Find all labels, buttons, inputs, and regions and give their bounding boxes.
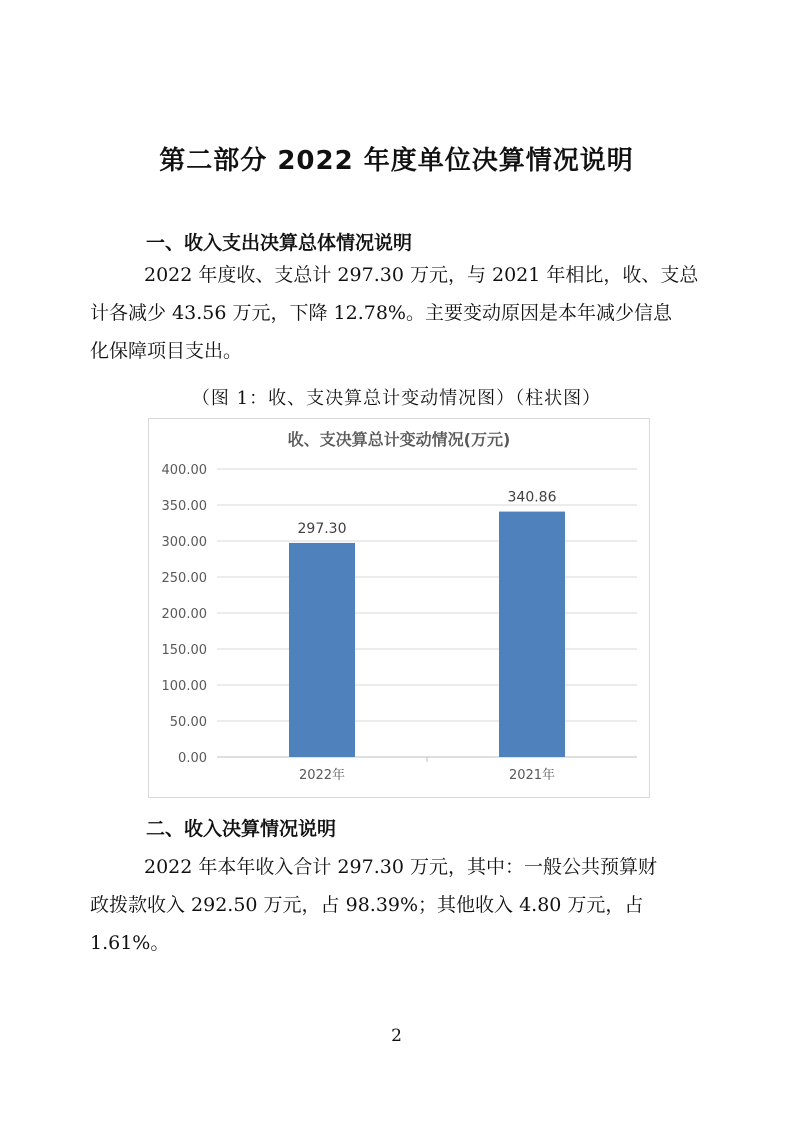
y-tick-label: 350.00 [161,499,207,514]
y-tick-label: 400.00 [161,463,207,478]
page-number: 2 [391,1026,402,1046]
bar-chart [148,418,650,798]
section1-line: 2022 年度收、支总计 297.30 万元，与 2021 年相比，收、支总 [144,264,699,286]
data-label: 297.30 [297,520,347,537]
y-tick-label: 0.00 [178,751,207,766]
section2-line: 1.61%。 [90,932,170,954]
bar [499,512,565,757]
y-tick-label: 150.00 [161,643,207,658]
x-tick-label: 2022年 [298,768,346,783]
x-tick-label: 2021年 [508,768,556,783]
section1-heading: 一、收入支出决算总体情况说明 [146,232,413,254]
y-tick-label: 250.00 [161,571,207,586]
chart-title: 收、支决算总计变动情况(万元) [287,430,511,449]
data-label: 340.86 [507,489,557,506]
section2-paragraph [90,848,710,962]
page-title: 第二部分 2022 年度单位决算情况说明 [159,146,634,176]
section1-paragraph [90,256,710,370]
bar [289,543,355,757]
y-tick-label: 50.00 [169,715,207,730]
section1-line: 化保障项目支出。 [90,340,243,362]
section2-heading: 二、收入决算情况说明 [146,818,337,840]
bar-chart-svg [149,419,649,797]
y-tick-label: 200.00 [161,607,207,622]
section1-line: 计各减少 43.56 万元，下降 12.78%。主要变动原因是本年减少信息 [90,302,672,324]
y-tick-label: 100.00 [161,679,207,694]
section2-line: 政拨款收入 292.50 万元，占 98.39%；其他收入 4.80 万元，占 [90,894,644,916]
y-tick-label: 300.00 [161,535,207,550]
figure-caption: （图 1：收、支决算总计变动情况图）（柱状图） [191,388,602,409]
section2-line: 2022 年本年收入合计 297.30 万元，其中：一般公共预算财 [144,856,657,878]
